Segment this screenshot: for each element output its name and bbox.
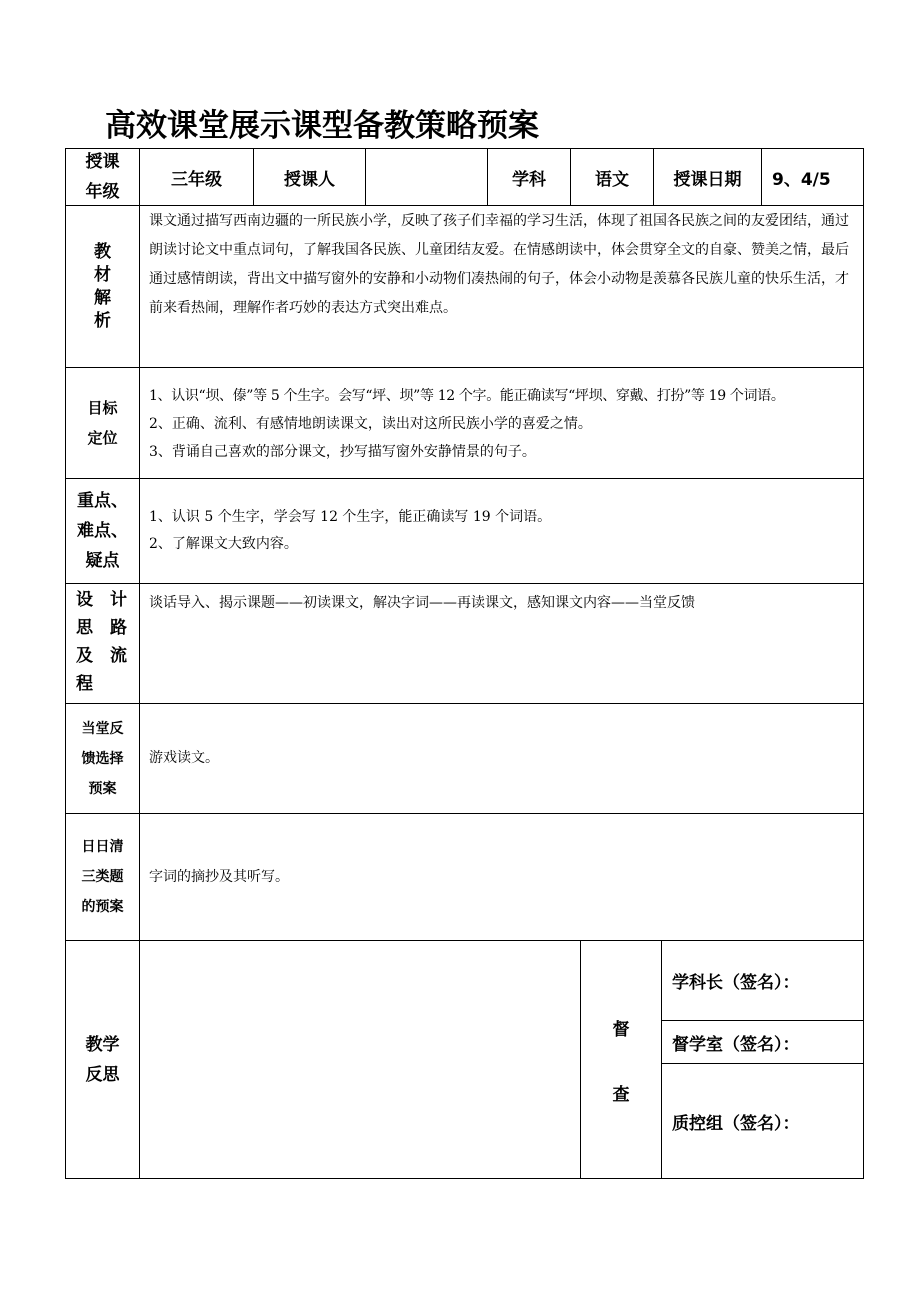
date-label: 授课日期 bbox=[673, 169, 742, 190]
signature-subject-head: 学科长（签名）： bbox=[672, 973, 800, 993]
page-title: 高效课堂展示课型备教策略预案 bbox=[105, 108, 539, 144]
reflection-label: 教学 反思 bbox=[85, 1035, 120, 1085]
grade-label: 授课 年级 bbox=[85, 152, 120, 202]
reflection-input[interactable] bbox=[140, 941, 580, 1179]
row-divider bbox=[65, 703, 864, 704]
signature-supervision-office: 督学室（签名）： bbox=[672, 1034, 800, 1055]
teacher-label: 授课人 bbox=[284, 169, 335, 190]
row-divider bbox=[65, 205, 864, 206]
row-divider bbox=[65, 367, 864, 368]
keypoint-item: 1、认识 5 个生字，学会写 12 个生字，能正确读写 19 个词语。 bbox=[149, 509, 552, 525]
daily-label: 日日清 三类题 的预案 bbox=[81, 839, 124, 915]
feedback-text: 游戏读文。 bbox=[149, 750, 219, 766]
row-divider bbox=[65, 478, 864, 479]
analysis-label: 教 材 解 析 bbox=[94, 241, 111, 331]
row-divider bbox=[65, 813, 864, 814]
goal-item: 3、背诵自己喜欢的部分课文，抄写描写窗外安静情景的句子。 bbox=[149, 444, 536, 460]
goals-label: 目标 定位 bbox=[87, 399, 118, 447]
daily-text: 字词的摘抄及其听写。 bbox=[149, 869, 289, 885]
feedback-label: 当堂反 馈选择 预案 bbox=[81, 720, 124, 797]
grade-value: 三年级 bbox=[171, 169, 222, 190]
goal-item: 2、正确、流利、有感情地朗读课文，读出对这所民族小学的喜爱之情。 bbox=[149, 416, 592, 432]
keypoint-item: 2、了解课文大致内容。 bbox=[149, 536, 298, 552]
design-label: 设 计 思 路 及 流 程 bbox=[76, 590, 127, 694]
keypoints-list bbox=[149, 504, 856, 558]
analysis-text: 课文通过描写西南边疆的一所民族小学，反映了孩子们幸福的学习生活，体现了祖国各民族之间的友爱团结，通过朗读讨论文中重点词句，了解我国各民族、儿童团结友爱。在情感朗读中，体会贯穿全文的自豪、赞美之情，最后通过感情朗读，背出文中描写窗外的安静和小动物们凑热闹的句子，体会小动物是羡慕各民族儿童的快乐生活，才前来看热闹，理解作者巧妙的表达方式突出难点。 bbox=[149, 213, 849, 316]
design-text: 谈话导入、揭示课题——初读课文，解决字词——再读课文，感知课文内容——当堂反馈 bbox=[149, 595, 695, 611]
teacher-value bbox=[366, 149, 487, 205]
date-value: 9、4/5 bbox=[772, 169, 831, 190]
signature-quality-control: 质控组（签名）： bbox=[672, 1114, 800, 1134]
goals-list bbox=[149, 382, 861, 466]
subject-label: 学科 bbox=[512, 169, 546, 190]
inspect-label: 督 查 bbox=[612, 1020, 630, 1105]
subject-value: 语文 bbox=[595, 169, 629, 190]
goal-item: 1、认识“坝、傣”等 5 个生字。会写“坪、坝”等 12 个字。能正确读写“坪坝、穿戴、打扮”等 19 个词语。 bbox=[149, 388, 785, 404]
row-divider bbox=[65, 583, 864, 584]
keypoints-label: 重点、 难点、 疑点 bbox=[77, 491, 128, 571]
